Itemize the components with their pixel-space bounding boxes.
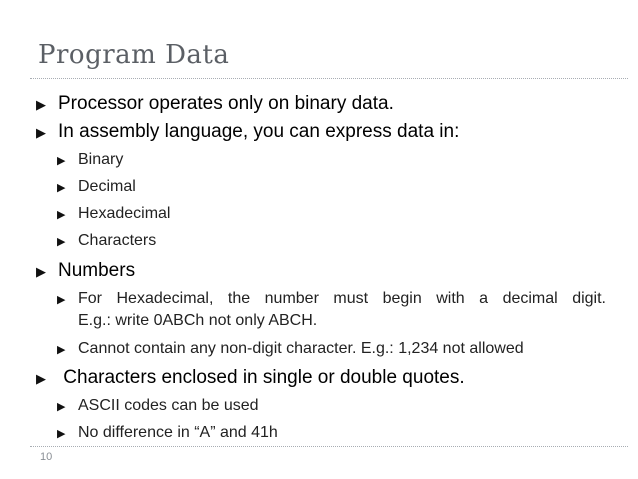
bullet-text: Characters enclosed in single or double quotes. [58, 367, 465, 388]
triangle-bullet-icon: ▶ [36, 371, 46, 386]
sub-bullet-no-difference [57, 424, 278, 442]
title-divider [30, 78, 628, 79]
triangle-bullet-icon: ▶ [57, 401, 66, 413]
sub-bullet-text: Characters [78, 232, 157, 249]
sub-bullet-binary [57, 151, 123, 169]
sub-bullet-text: For Hexadecimal, the number must begin with a decimal digit. [78, 290, 606, 307]
bullet-binary-data [36, 93, 394, 115]
sub-bullet-decimal [57, 178, 136, 196]
page-number: 10 [40, 451, 53, 463]
triangle-bullet-icon: ▶ [57, 182, 66, 194]
triangle-bullet-icon: ▶ [57, 428, 66, 440]
sub-bullet-text: Cannot contain any non-digit character. E.g.: 1,234 not allowed [78, 340, 524, 357]
triangle-bullet-icon: ▶ [57, 294, 66, 306]
triangle-bullet-icon: ▶ [36, 97, 46, 112]
footer-divider [30, 446, 628, 447]
sub-bullet-hexadecimal [57, 205, 170, 223]
sub-bullet-hex-rule [57, 290, 606, 308]
triangle-bullet-icon: ▶ [36, 264, 46, 279]
bullet-text: In assembly language, you can express data in: [58, 121, 460, 142]
sub-bullet-non-digit [57, 340, 524, 358]
triangle-bullet-icon: ▶ [36, 125, 46, 140]
triangle-bullet-icon: ▶ [57, 155, 66, 167]
bullet-text: Numbers [58, 260, 136, 281]
triangle-bullet-icon: ▶ [57, 209, 66, 221]
sub-bullet-text: Hexadecimal [78, 205, 171, 222]
bullet-text: Processor operates only on binary data. [58, 93, 394, 114]
slide-title: Program Data [38, 40, 230, 70]
sub-bullet-text: Binary [78, 151, 124, 168]
sub-bullet-text: No difference in “A” and 41h [78, 424, 278, 441]
sub-bullet-characters [57, 232, 156, 250]
triangle-bullet-icon: ▶ [57, 236, 66, 248]
bullet-numbers [36, 260, 135, 282]
sub-bullet-ascii [57, 397, 259, 415]
triangle-bullet-icon: ▶ [57, 344, 66, 356]
sub-bullet-text: Decimal [78, 178, 136, 195]
bullet-express-data [36, 121, 459, 143]
bullet-characters-quotes [36, 367, 465, 389]
sub-bullet-text: ASCII codes can be used [78, 397, 259, 414]
sub-bullet-continuation: E.g.: write 0ABCh not only ABCH. [78, 312, 318, 329]
